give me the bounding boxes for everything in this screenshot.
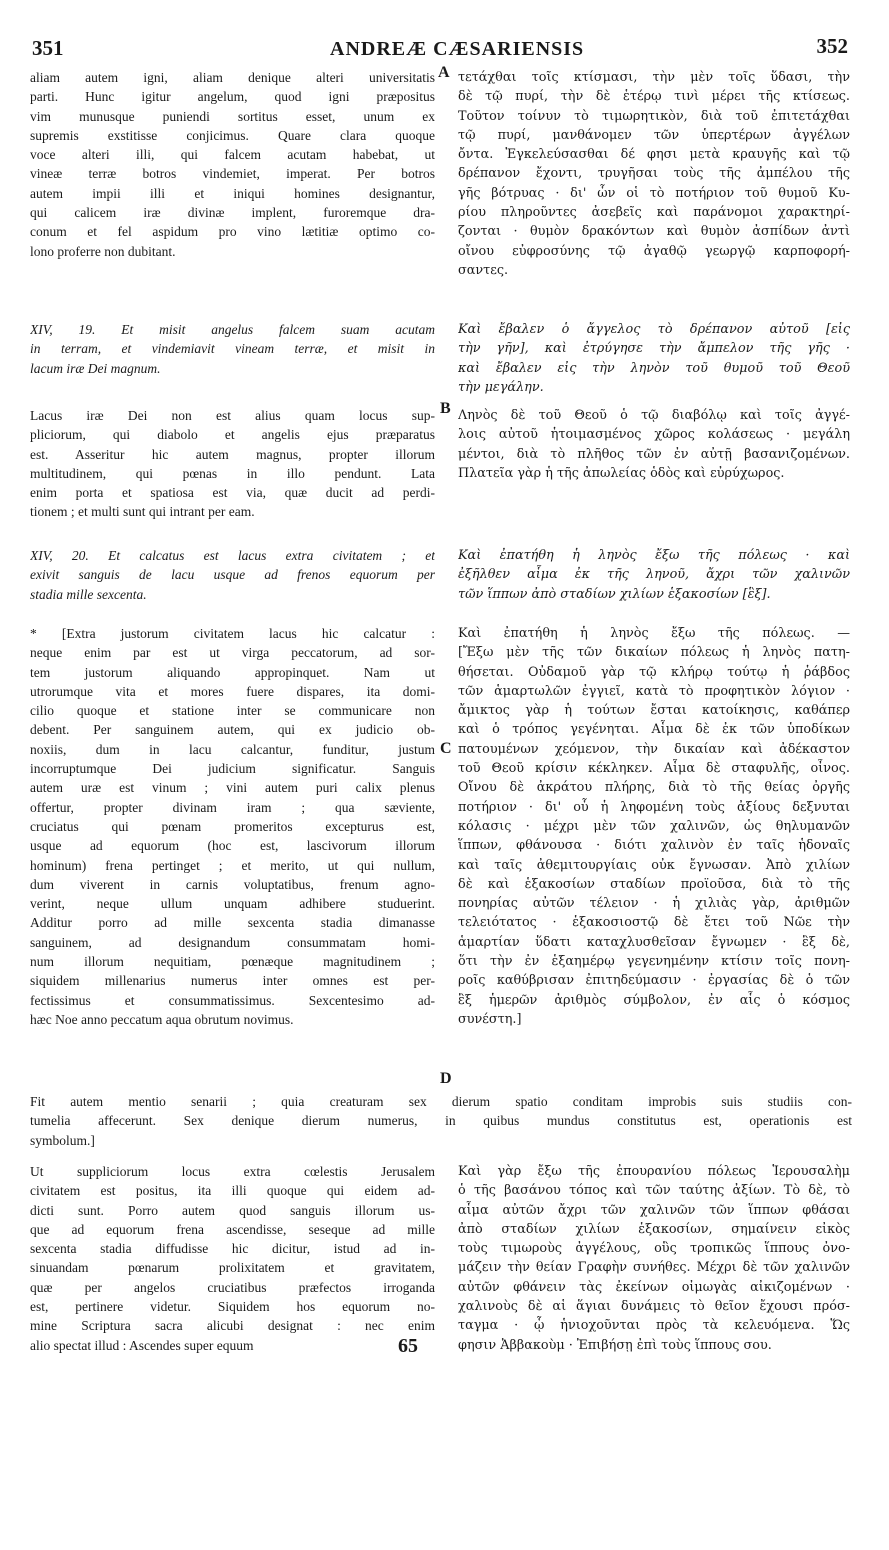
text-line: debent. Per sanguinem autem, qui ex judicio ob- — [30, 722, 435, 738]
text-line: cilio quoque et statione inter se communicare non — [30, 703, 435, 719]
text-line: φησιν Ἀββακοὺμ · Ἐπιβήσῃ ἐπὶ τοὺς ἵππους σου. — [458, 1337, 772, 1353]
text-line: neque enim par est ut virga peccatorum, ad sor- — [30, 645, 435, 661]
text-line: XIV, 19. Et misit angelus falcem suam acutam — [30, 322, 435, 337]
text-line: δὲ τῷ πυρί, τὴν δὲ ἑτέρῳ τινὶ μέρει τῆς κτίσεως. — [458, 89, 850, 105]
text-line: pliciorum, qui diabolo et angelis ejus præparatus — [30, 427, 435, 443]
text-line: τοῦ Θεοῦ κρίσιν κέκληκεν. Αἷμα δὲ σταφυλῆς, οἶνος. — [458, 761, 850, 777]
text-line: ἀπὸ σταδίων χιλίων ἑξακοσίων, σημαίνειν εἰκὸς — [458, 1221, 850, 1237]
text-line: lacum iræ Dei magnum. — [30, 360, 161, 376]
greek-paragraph-1 — [458, 68, 850, 280]
text-line: ὁ τῆς βασάνου τόπος καὶ τῶν ταύτης ἀξίων. Τὸ δὲ, τὸ — [458, 1183, 850, 1199]
greek-paragraph-4 — [458, 1162, 850, 1355]
text-line: Καὶ ἐπατήθη ἡ ληνὸς ἔξω τῆς πόλεως. — — [458, 626, 850, 641]
text-line: XIV, 20. Et calcatus est lacus extra civitatem ; et — [30, 548, 435, 563]
text-line: Additur porro ad mille sexcenta stadia dimanasse — [30, 915, 435, 931]
text-line: civitatem est positus, ita illi quoque qui eidem ad- — [30, 1183, 435, 1199]
text-line: qui calicem iræ divinæ implent, furoremque dra- — [30, 205, 435, 221]
latin-paragraph-3 — [30, 624, 435, 1029]
text-line: τῶν ἁμαρτωλῶν ἐγγιεῖ, κατὰ τὸ προφητικὸν λόγιον · — [458, 683, 850, 699]
text-line: ρίου πληροῦντες ἀσεβεῖς καὶ παράνομοι χαρακτηρί- — [458, 205, 850, 221]
text-line: autem uræ est vinum ; vini autem puri calix plenus — [30, 780, 435, 796]
text-line: Ut suppliciorum locus extra cœlestis Jerusalem — [30, 1164, 435, 1179]
text-line: Fit autem mentio senarii ; quia creaturam sex dierum spatio conditam improbis suis studiis con- — [30, 1094, 852, 1109]
text-line: dicti sunt. Porro autem quod sanguis illorum us- — [30, 1202, 435, 1218]
text-line: sinuandam pœnarum prolixitatem et gravitatem, — [30, 1260, 435, 1276]
text-line: in terram, et vindemiavit vineam terræ, et misit in — [30, 341, 435, 357]
latin-paragraph-2 — [30, 406, 435, 522]
text-line: ἁμαρτίαν ὕδατι καταχλυσθεῖσαν ἔγνωμεν · ἓξ δὲ, — [458, 934, 850, 950]
text-line: Τοῦτον τοίνυν τὸ τιμωρητικὸν, διὰ τοῦ ἐπιτετάχθαι — [458, 108, 850, 124]
text-line: πονηρίας αὐτῶν τέλειον · ἡ χιλιὰς γὰρ, ἀριθμῶν — [458, 896, 850, 912]
text-line: exivit sanguis de lacu usque ad frenos equorum per — [30, 567, 435, 583]
text-line: siquidem millenarius numerus inter omnes est per- — [30, 973, 435, 989]
text-line: multitudinem, qui pœnas in illo pendunt. Lata — [30, 465, 435, 481]
text-line: ὅτι τὴν ἐν ἑξαημέρῳ γεγενημένην κτίσιν τοῖς πονη- — [458, 954, 850, 970]
page-header — [30, 34, 852, 64]
text-line: γῆς βότρυας · δι' ὧν οἱ τὸ ποτήριον τοῦ θυμοῦ Κυ- — [458, 185, 850, 201]
text-line: δὲ καὶ ἑξακοσίων σταδίων προϊοῦσα, διὰ τὸ τῆς — [458, 876, 850, 892]
text-line: κόλασις · μέχρι μὲν τῶν χαλινῶν, ὡς θηλυμανῶν — [458, 818, 850, 834]
full-width-paragraph — [30, 1092, 852, 1150]
text-line: ζονται · θυμὸν δρακόντων καὶ θυμὸν ἀσπίδων ἀντὶ — [458, 224, 850, 240]
text-line: conum et fel aspidum pro vino lætitiæ optimo co- — [30, 224, 435, 240]
text-line: τὴν γῆν], καὶ ἐτρύγησε τὴν ἄμπελον τῆς γῆς · — [458, 341, 850, 357]
margin-letter-d: D — [440, 1070, 452, 1087]
text-line: autem impii illi et iniqui homines designantur, — [30, 185, 435, 201]
text-line: ἄμικτος γὰρ ἡ τούτων ἔσται κατοίκησις, καθάπερ — [458, 703, 850, 719]
text-line: utrorumque vita et mores fuere dispares, ita domi- — [30, 683, 435, 699]
text-line: que ad equorum frena ascendisse, seseque ad mille — [30, 1221, 435, 1237]
latin-paragraph-1 — [30, 68, 435, 261]
text-line: alio spectat illud : Ascendes super equum — [30, 1337, 254, 1353]
text-line: χαλινοὺς δὲ αἱ ἅγιαι δυνάμεις τὸ θεῖον ἔχουσι πρόσ- — [458, 1299, 850, 1315]
text-line: verint, neque ullum unquam adhibere studuerint. — [30, 896, 435, 912]
text-line: τετάχθαι τοῖς κτίσμασι, τὴν μὲν τοῖς ὕδασι, τὴν — [458, 70, 850, 85]
text-line: dum viverent in carnis voluptatibus, frenum agno- — [30, 876, 435, 892]
text-line: μάζειν τὴν θείαν Γραφὴν συνήθες. Μέχρι δὲ τῶν χαλινῶν — [458, 1260, 850, 1276]
text-line: καὶ ταῖς ἀθεμιτουργίαις οὐκ ἔγνωσαν. Ἀπὸ χιλίων — [458, 857, 850, 873]
text-line: Lacus iræ Dei non est alius quam locus sup- — [30, 408, 435, 423]
margin-letter-c: C — [440, 740, 452, 757]
greek-verse-14-19 — [458, 320, 850, 397]
text-line: fectissimus et consummatissimus. Sexcentesimo ad- — [30, 992, 435, 1008]
text-line: offertur, propter divinam iram ; qua sæviente, — [30, 799, 435, 815]
text-line: tumelia affecerunt. Sex denique dierum numerus, in quibus mundus constitutus est, operationis est — [30, 1113, 852, 1129]
text-line: tionem ; et multi sunt qui intrant per eam. — [30, 504, 255, 520]
text-line: incorruptumque Dei judicium significatur. Sanguis — [30, 761, 435, 777]
page-number-left: 351 — [32, 36, 64, 60]
text-line: quæ per angelos cruciatibus præfectos irroganda — [30, 1279, 435, 1295]
text-line: sexcenta stadia diffudisse hic dicitur, istud ad in- — [30, 1241, 435, 1257]
text-line: Καὶ ἔβαλεν ὁ ἄγγελος τὸ δρέπανον αὐτοῦ [εἰς — [458, 322, 850, 337]
text-line: αὐτῶν φθάνειν τὰς ἐκείνων οἰμωγὰς αἰκιζομένων · — [458, 1279, 850, 1295]
text-line: ὄντα. Ἐγκελεύσασθαι δέ φησι μετὰ κραυγῆς καὶ τῷ — [458, 147, 850, 163]
text-line: hominum) frena pertinget ; et merito, ut qui nullum, — [30, 857, 435, 873]
text-line: σαντες. — [458, 262, 509, 278]
text-line: ποτήριον · δι' οὗ ἡ ληφομένη τοὺς ἀξίους δεξνυται — [458, 799, 850, 815]
text-line: ἐξῆλθεν αἷμα ἐκ τῆς ληνοῦ, ἄχρι τῶν χαλινῶν — [458, 567, 850, 583]
text-line: voce alteri illi, qui falcem acutam habebat, ut — [30, 147, 435, 163]
text-line: συνέστη.] — [458, 1011, 522, 1027]
text-line: Οἴνου δὲ ἀκράτου πλήρης, διὰ τὸ τῆς θείας ὀργῆς — [458, 780, 850, 796]
greek-paragraph-3 — [458, 624, 850, 1029]
latin-paragraph-4 — [30, 1162, 435, 1355]
text-line: οἴνου εὐφροσύνης τῷ ἀγαθῷ γεωργῷ καρποφορή- — [458, 243, 850, 259]
text-line: ταγμα · ᾧ ἡνιοχοῦνται πρὸς τὰ κελευόμενα. Ὥς — [458, 1318, 850, 1334]
text-line: Ληνὸς δὲ τοῦ Θεοῦ ὁ τῷ διαβόλῳ καὶ τοῖς ἀγγέ- — [458, 408, 850, 423]
text-line: lono proferre non dubitant. — [30, 243, 176, 259]
text-line: θήσεται. Οὐδαμοῦ γὰρ τῷ κλήρῳ τούτῳ ἡ ῥάβδος — [458, 664, 850, 680]
text-line: parti. Hunc igitur angelum, quod igni præpositus — [30, 89, 435, 105]
text-line: μέντοι, διὰ τὸ πλῆθος τῶν ἐν αὐτῇ βασανιζομένων. — [458, 446, 850, 462]
text-line: δρέπανον ἔχοντι, τρυγῆσαι τοὺς τῆς ἀμπέλου τῆς — [458, 166, 850, 182]
text-line: Πλατεῖα γὰρ ἡ τῆς ἀπωλείας ὁδὸς καὶ εὐρύχωρος. — [458, 465, 785, 481]
text-line: τοὺς τιμωροὺς ἀγγέλους, οὓς τροπικῶς ἵππους ὀνο- — [458, 1241, 850, 1257]
text-line: est. Asseritur hic autem magnus, propter illorum — [30, 446, 435, 462]
text-line: τὴν μεγάλην. — [458, 379, 544, 395]
text-line: τελειότατος · ἑξακοσιοστῷ δὲ ἔτει τοῦ Νῶε τὴν — [458, 915, 850, 931]
text-line: noxiis, dum in lacu calcantur, funditur, justum — [30, 741, 435, 757]
text-line: ροῖς καθύβρισαν ἐπιτηδεύμασιν · ἐργασίας δὲ ὁ τῶν — [458, 973, 850, 989]
signature-mark: 65 — [398, 1335, 418, 1357]
text-line: hæc Noe anno peccatum aqua obrutum novimus. — [30, 1011, 294, 1027]
text-line: τῷ πυρί, μανθάνομεν τῶν ὑπερτέρων ἀγγέλων — [458, 127, 850, 143]
text-line: Καὶ γὰρ ἔξω τῆς ἐπουρανίου πόλεως Ἱερουσαλὴμ — [458, 1164, 850, 1179]
text-line: supremis exstitisse conjicimus. Quare clara quoque — [30, 127, 435, 143]
text-line: sanguinem, ad designandum consummatam homi- — [30, 934, 435, 950]
latin-verse-14-19 — [30, 320, 435, 378]
margin-letter-a: A — [438, 64, 450, 81]
text-line: καὶ ὁ τρόπος γεγένηται. Αἷμα δὲ ἐκ τῶν ὑποδίκων — [458, 722, 850, 738]
text-line: stadia mille sexcenta. — [30, 586, 147, 602]
text-line: usque ad equorum (hoc est, lascivorum illorum — [30, 838, 435, 854]
latin-verse-14-20 — [30, 546, 435, 604]
text-line: tem justorum aliquando appropinquet. Nam ut — [30, 664, 435, 680]
text-line: est, pertinere videtur. Siquidem hos equorum no- — [30, 1299, 435, 1315]
text-line: ἓξ ἡμερῶν ἀριθμὸς σύμβολον, ἐν αἷς ὁ κόσμος — [458, 992, 850, 1008]
text-line: num illorum nequitiam, pœnæque magnitudinem ; — [30, 954, 435, 970]
running-title: ANDREÆ CÆSARIENSIS — [330, 38, 585, 60]
text-line: καὶ ἔβαλεν εἰς τὴν ληνὸν τοῦ θυμοῦ τοῦ Θεοῦ — [458, 360, 850, 376]
text-line: * [Extra justorum civitatem lacus hic calcatur : — [30, 626, 435, 641]
text-line: vim munusque puniendi sortitus esset, unum ex — [30, 108, 435, 124]
text-line: πατουμένων χεόμενον, τὴν δικαίαν καὶ ἀδέκαστον — [458, 741, 850, 757]
text-line: αἷμα αὐτῶν ἄχρι τῶν χαλινῶν τῶν ἵππων φθάσαι — [458, 1202, 850, 1218]
text-line: τῶν ἵππων ἀπὸ σταδίων χιλίων ἑξακοσίων [ἓξ]. — [458, 586, 771, 602]
text-line: vineæ terræ botros vindemiet, imperat. Per botros — [30, 166, 435, 182]
text-line: mine Scriptura sacra alicubi designat : nec enim — [30, 1318, 435, 1334]
text-line: cruciatus qui pœnam promeritos excepturus est, — [30, 818, 435, 834]
page-number-right: 352 — [816, 34, 848, 58]
text-line: symbolum.] — [30, 1132, 95, 1148]
text-line: Καὶ ἐπατήθη ἡ ληνὸς ἔξω τῆς πόλεως · καὶ — [458, 548, 850, 563]
text-line: λοις αὐτοῦ ἡτοιμασμένος χῶρος κολάσεως · μεγάλη — [458, 427, 850, 443]
greek-verse-14-20 — [458, 546, 850, 604]
text-line: enim porta et spatiosa est via, quæ ducit ad perdi- — [30, 485, 435, 501]
text-line: aliam autem igni, aliam denique alteri universitatis — [30, 70, 435, 85]
text-line: ἵππων, φθάνουσα · διότι χαλινὸν ἐν ταῖς ἡδοναῖς — [458, 838, 850, 854]
text-line: [Ἔξω μὲν τῆς τῶν δικαίων πόλεως ἡ ληνὸς πατη- — [458, 645, 850, 661]
greek-paragraph-2 — [458, 406, 850, 483]
margin-letter-b: B — [440, 400, 451, 417]
